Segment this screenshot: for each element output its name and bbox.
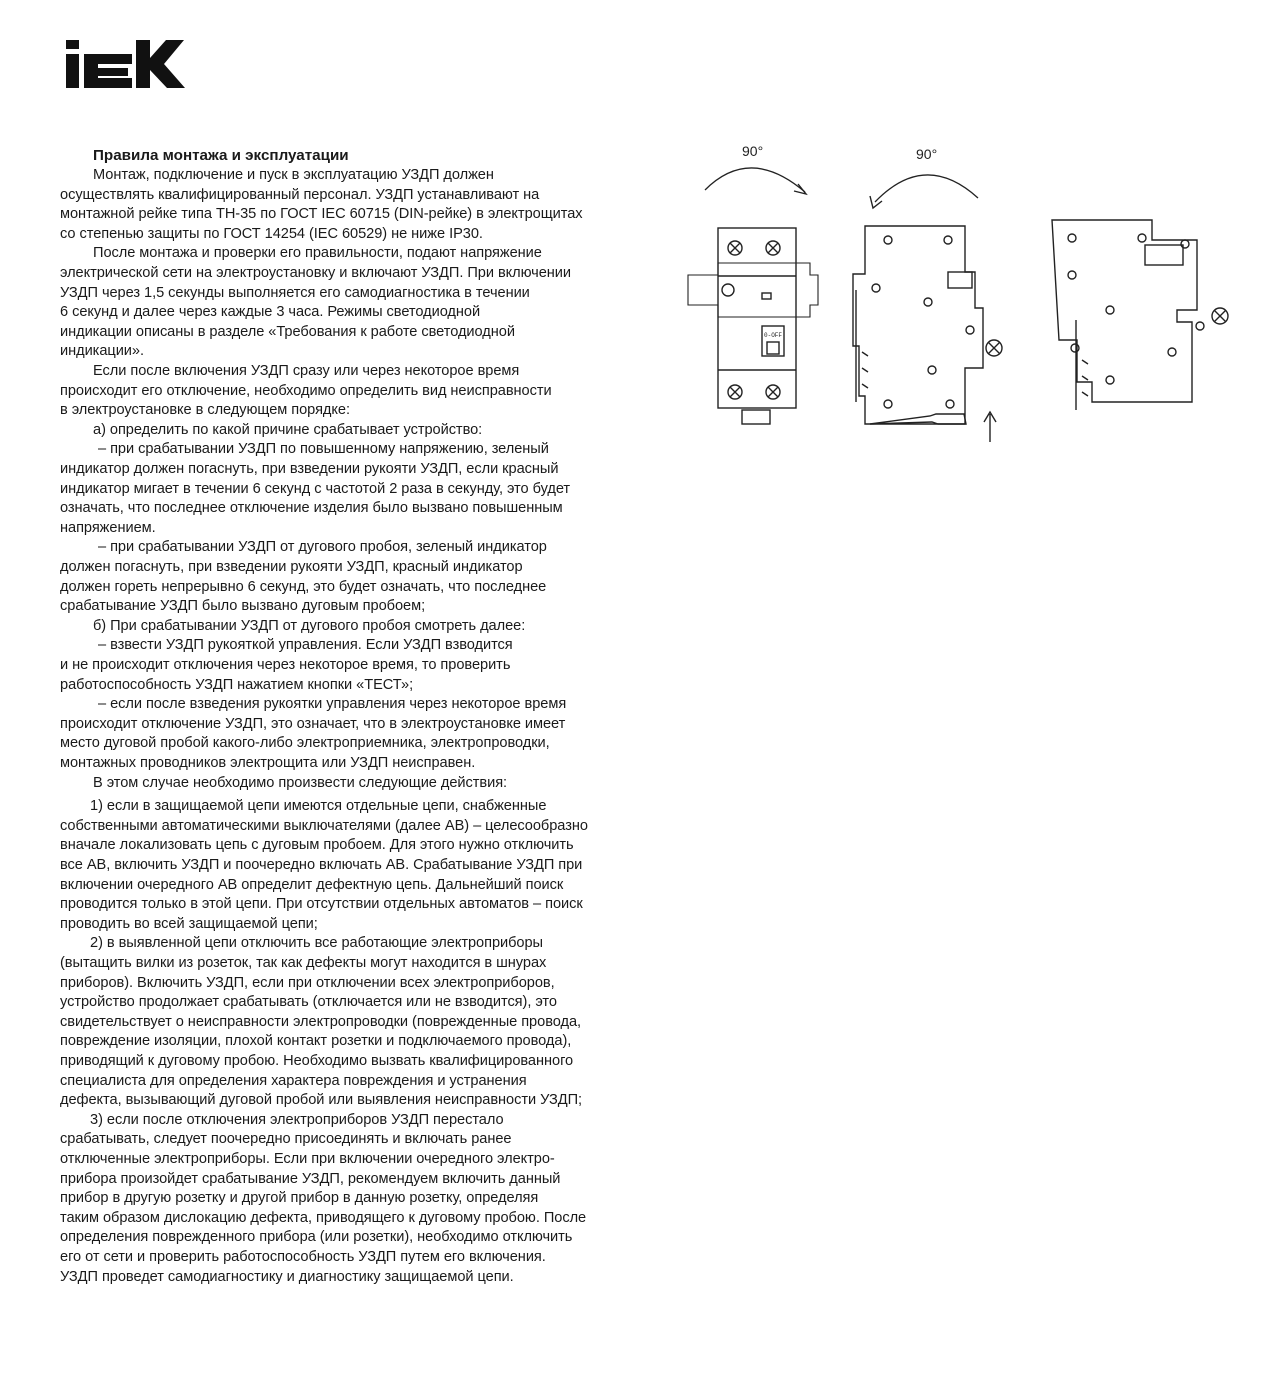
text-line: электрической сети на электроустановку и включают УЗДП. При включении xyxy=(60,265,572,281)
text-line: происходит отключение УЗДП, это означает, что в электроустановке имеет xyxy=(60,715,566,732)
text-line: – при срабатывании УЗДП по повышенному напряжению, зеленый xyxy=(98,441,549,458)
arrow-head-icon xyxy=(870,196,882,208)
text-line: монтажной рейке типа ТН-35 по ГОСТ IEC 60715 (DIN-рейке) в электрощитах xyxy=(60,206,583,223)
text-line: прибор в другую розетку и другой прибор в данную розетку, определяя xyxy=(60,1190,539,1207)
text-line: индикации описаны в разделе «Требования к работе светодиодной xyxy=(60,323,515,340)
text-line: индикации». xyxy=(60,343,144,360)
text-line: свидетельствует о неисправности электропроводки (поврежденные провода, xyxy=(60,1013,582,1030)
text-line: все АВ, включить УЗДП и поочередно включать АВ. Срабатывание УЗДП при xyxy=(60,857,583,873)
text-line: включении очередного АВ определит дефектную цепь. Дальнейший поиск xyxy=(60,876,564,893)
text-line: После монтажа и проверки его правильности, подают напряжение xyxy=(93,245,542,262)
text-line: индикатор должен погаснуть, при взведении рукояти УЗДП, если красный xyxy=(60,461,559,477)
text-line: устройство продолжает срабатывать (отключается или не взводится), это xyxy=(60,994,557,1011)
text-line: 1) если в защищаемой цепи имеются отдельные цепи, снабженные xyxy=(90,798,547,815)
device-side-view xyxy=(853,226,1002,442)
text-line: УЗДП проведет самодиагностику и диагностику защищаемой цепи. xyxy=(60,1268,514,1285)
text-line: Монтаж, подключение и пуск в эксплуатацию УЗДП должен xyxy=(93,167,494,183)
text-line: – если после взведения рукоятки управления через некоторое время xyxy=(98,696,567,713)
text-line: монтажных проводников электрощита или УЗДП неисправен. xyxy=(60,755,476,771)
text-line: его от сети и проверить работоспособность УЗДП путем его включения. xyxy=(60,1249,546,1265)
device-installed-view xyxy=(1052,220,1228,410)
svg-text:0-OFF: 0-OFF xyxy=(764,332,783,339)
angle-label-left: 90° xyxy=(742,143,764,159)
text-line: и не происходит отключения через некоторое время, то проверить xyxy=(60,657,511,673)
angle-label-right: 90° xyxy=(916,146,938,162)
text-line: таким образом дислокацию дефекта, приводящего к дуговому пробою. После xyxy=(60,1209,587,1226)
text-line: индикатор мигает в течении 6 секунд с частотой 2 раза в секунду, это будет xyxy=(60,480,571,497)
text-line: место дуговой пробой какого-либо электроприемника, электропроводки, xyxy=(60,735,550,752)
text-line: приборов). Включить УЗДП, если при отключении всех электроприборов, xyxy=(60,974,555,991)
text-line: происходит его отключение, необходимо определить вид неисправности xyxy=(60,382,552,399)
text-line: приводящий к дуговому пробою. Необходимо вызвать квалифицированного xyxy=(60,1053,574,1069)
text-line: (вытащить вилки из розеток, так как дефекты могут находится в шнурах xyxy=(60,955,547,971)
text-line: работоспособность УЗДП нажатием кнопки «ТЕСТ»; xyxy=(60,676,414,693)
section-title: Правила монтажа и эксплуатации xyxy=(93,147,349,164)
text-line: напряжением. xyxy=(60,519,156,536)
text-line: – при срабатывании УЗДП от дугового пробоя, зеленый индикатор xyxy=(98,539,547,556)
text-line: проводится только в этой цепи. При отсутствии отдельных автоматов – поиск xyxy=(60,896,583,913)
screwdriver-icon xyxy=(870,414,966,424)
text-line: должен гореть непрерывно 6 секунд, это будет означать, что последнее xyxy=(60,578,547,595)
text-line: срабатывание УЗДП было вызвано дуговым пробоем; xyxy=(60,598,426,615)
text-line: осуществлять квалифицированный персонал. УЗДП устанавливают на xyxy=(60,186,540,203)
text-line: вначале локализовать цепь с дуговым пробоем. Для этого нужно отключить xyxy=(60,837,574,854)
text-line: должен погаснуть, при взведении рукояти УЗДП, красный индикатор xyxy=(60,559,523,575)
text-line: – взвести УЗДП рукояткой управления. Если УЗДП взводится xyxy=(98,637,513,654)
text-line: 6 секунд и далее через каждые 3 часа. Режимы светодиодной xyxy=(60,304,481,321)
up-arrow-icon xyxy=(984,412,996,442)
text-line: специалиста для определения характера повреждения и устранения xyxy=(60,1072,527,1089)
text-line: означать, что последнее отключение изделия было вызвано повышенным xyxy=(60,500,563,517)
text-line: в электроустановке в следующем порядке: xyxy=(60,402,350,419)
text-line: 2) в выявленной цепи отключить все работающие электроприборы xyxy=(90,935,543,952)
text-line: Если после включения УЗДП сразу или через некоторое время xyxy=(93,363,520,379)
text-line: проводить во всей защищаемой цепи; xyxy=(60,915,318,932)
text-line: со степенью защиты по ГОСТ 14254 (IEC 60529) не ниже IP30. xyxy=(60,225,483,242)
text-line: дефекта, вызывающий дуговой пробой или выявления неисправности УЗДП; xyxy=(60,1092,583,1109)
text-line: УЗДП через 1,5 секунды выполняется его самодиагностика в течении xyxy=(60,284,530,301)
text-line: б) При срабатывании УЗДП от дугового пробоя смотреть далее: xyxy=(93,617,526,634)
text-line: определения поврежденного прибора (или розетки), необходимо отключить xyxy=(60,1229,573,1246)
text-line: отключенные электроприборы. Если при включении очередного электро- xyxy=(60,1151,555,1167)
text-line: повреждение изоляции, плохой контакт розетки и подключаемого провода), xyxy=(60,1033,572,1050)
text-line: прибора произойдет срабатывание УЗДП, рекомендуем включить данный xyxy=(60,1170,561,1187)
device-front-view xyxy=(688,228,818,424)
text-line: В этом случае необходимо произвести следующие действия: xyxy=(93,774,508,791)
text-line: 3) если после отключения электроприборов УЗДП перестало xyxy=(90,1111,504,1128)
iek-logo xyxy=(66,40,186,88)
text-line: а) определить по какой причине срабатывает устройство: xyxy=(93,421,483,438)
text-line: собственными автоматическими выключателями (далее АВ) – целесообразно xyxy=(60,817,588,834)
installation-diagram xyxy=(680,130,1240,460)
text-line: срабатывать, следует поочередно присоединять и включать ранее xyxy=(60,1131,512,1148)
